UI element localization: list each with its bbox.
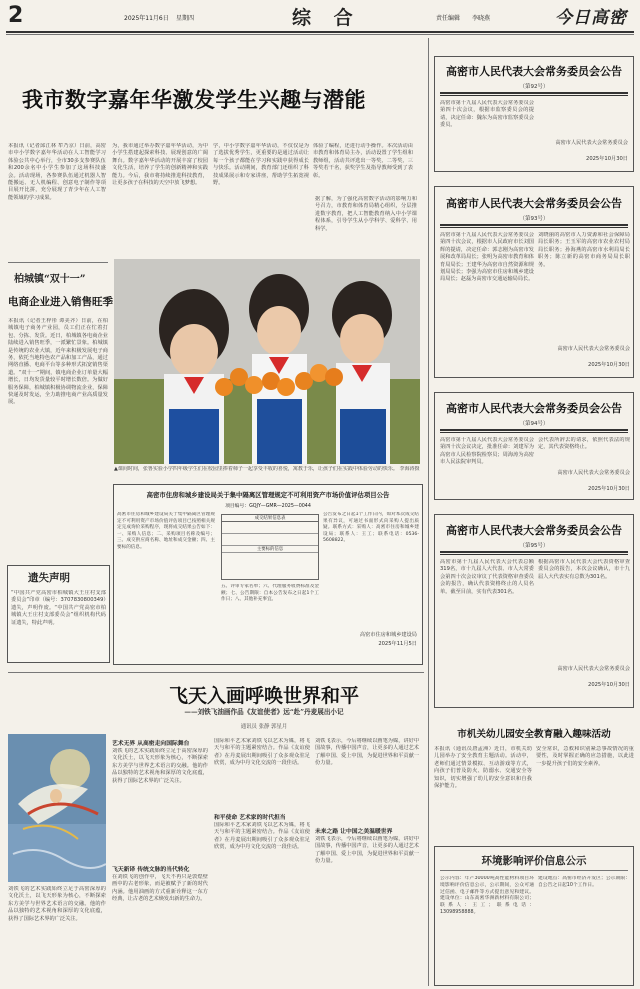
gazette-94-title: 高密市人民代表大会常务委员会公告 (446, 402, 622, 415)
gazette-93-sign-1: 高密市人民代表大会常务委员会 (557, 346, 630, 352)
gazette-92-number: （第92号） (519, 84, 549, 90)
feature-intro: 刘铁飞的艺术实践始终立足于高密深厚的文化沃土，以飞天形象为核心，不断探索东方美学与世界艺术语言的交融。他的作品以独特的艺术视角和深厚的文化底蕴，获得了国际艺术界的广泛关注。 (8, 886, 106, 922)
issue-date: 2025年11月6日 (124, 15, 169, 22)
feature-subhead: ——刘铁飞油画作品《友谊使者》远“赴”丹麦展出小记 (184, 708, 344, 716)
eia-notice-title: 环境影响评价信息公示 (481, 855, 587, 867)
gazette-94-body-b: 会代表所辞去的请求，依照代表法的规定，其代表资格终止。 (538, 437, 630, 451)
masthead (6, 3, 634, 31)
gazette-95-title: 高密市人民代表大会常务委员会公告 (446, 524, 622, 537)
housing-notice-mid: 五、评审专家名单；六、代理服务收费标准及金额；七、公告期限：自本公告发布之日起1个工作日；八、其他补充事宜。 (221, 584, 319, 603)
housing-notice-number: 项目编号：GQJY—GMR—2025—0044 (225, 504, 311, 509)
gazette-93-title: 高密市人民代表大会常务委员会公告 (446, 197, 622, 210)
lost-notice-body: “中国共产党高密市柏城镇大王庄村支部委员会”印章（编号：3707830800349）遗失，声明作废。“中国共产党高密市柏城镇大王庄村支部委员会”组织机构代码证遗失，特此声明。 (11, 590, 106, 626)
kindergarten-headline: 市机关幼儿园安全教育融入趣味活动 (457, 729, 611, 740)
feature-painting (8, 734, 106, 882)
gazette-93-body-b: 刘晓丽的高密市人力资源和社会保障局局长职务；王玉军的高密市农业农村局局长职务；孙海燕的高密市水利局局长职务；陈立新的高密市商务局局长职务。 (538, 232, 630, 268)
gazette-92-sign-2: 2025年10月30日 (586, 156, 628, 162)
housing-notice-sign-1: 高密市住房和城乡建设局 (359, 632, 417, 638)
gazette-94-number: （第94号） (519, 421, 549, 427)
lead-col-3: 学，中小学数字嘉年华活动，不仅仅是为了选拔优秀学生，更重要的是通过活动让每一个孩子都能在学习和实践中获得成长与快乐。活动期间，教育部门还组织了科技成果展示和专家讲座，帮助学生拓宽视野。 (213, 143, 309, 187)
gazette-95-number: （第95号） (519, 543, 549, 549)
editor-name: 李晓燕 (472, 15, 491, 22)
table-caption: 成交结果信息表 (222, 515, 318, 522)
gazette-95-body: 高密市第十九届人民代表大会代表总额319名，市十九届人大代表、市人大常委会第四十次会议审议了代表资格审查委员会的报告，确认代表资格终止的人员名单。截至目前，实有代表301名。 (440, 559, 534, 595)
feature-text-4a: 刘铁飞表示，今后将继续以画笔为媒，讲好中国故事，传播中国声音，让更多的人通过艺术了解中国、爱上中国，为促进世界和平贡献一份力量。 (315, 738, 419, 767)
section-title: 综 合 (292, 7, 361, 29)
housing-notice-table (221, 514, 319, 580)
lost-notice-title: 遗失声明 (28, 572, 70, 584)
gazette-95-sign-2: 2025年10月30日 (588, 682, 630, 688)
kindergarten-body: 本报讯（通讯员唐孟洲）近日，市机关幼儿园举办了安全教育主题活动。活动中，老师们通过情景模拟、互动游戏等方式，向孩子们普及防火、防溺水、交通安全等知识，切实增强了幼儿的安全意识和自我保护能力。 (434, 746, 532, 790)
table-note: 主要标的信息 (222, 546, 318, 553)
gazette-93-body: 高密市第十九届人民代表大会常务委员会第四十次会议，根据市人民政府市长刘国辉的提请，决定任命：郭志刚为高密市发展和改革局局长；张明为高密市教育和体育局局长；王建华为高密市自然资源和规划局局长；李强为高密市住房和城乡建设局局长；赵磊为高密市交通运输局局长。 (440, 232, 534, 283)
eia-notice-body: 公示内容：年产30000吨高性能材料项目环境影响评价信息公示，公示期间，公众可通过信函、电子邮件等方式提出意见和建议。建设单位：山东高密华洲新材料有限公司；联系人：王工；联系电话：13098958888。 (440, 876, 534, 915)
side-body: 本报讯（记者王梓彤 谭美齐）日前，在柏城镇电子商务产业园，员工们正在忙着打包、分拣、发货。近日，柏城镇各电商企业陆续进入销售旺季，一派繁忙景象。柏城镇是传统的农业大镇，近年来积极发展电子商务，依托当地特色农产品和加工产品，通过网络直播、电商平台等多种形式拓宽销售渠道。“双十一”期间，镇电商企业订单量大幅增长，日均发货量较平时增长数倍。为做好服务保障，柏城镇积极协调物流企业，保障快递及时发运，全力助推电商产业高质量发展。 (8, 318, 108, 406)
feature-subhead-2: 飞天新译 传统文脉的当代转化 (112, 867, 190, 873)
gazette-94-sign-1: 高密市人民代表大会常务委员会 (557, 470, 630, 476)
lead-photo (114, 259, 420, 464)
gazette-93-number: （第93号） (519, 216, 549, 222)
feature-text-4: 刘铁飞表示，今后将继续以画笔为媒，讲好中国故事，传播中国声音，让更多的人通过艺术了解中国、爱上中国，为促进世界和平贡献一份力量。 (315, 836, 419, 865)
feature-text-2: 在刘铁飞的创作中，飞天不再只是敦煌壁画中的古老形象，而是被赋予了新的时代内涵。他用油画的方式重新诠释这一东方经典，让古老的艺术焕发出新的生命力。 (112, 874, 208, 903)
gazette-94-body: 高密市第十九届人民代表大会常务委员会第四十次会议决定，批准任命：刘建军为高密市人民检察院检察员；周海涛为高密市人民法院审判员。 (440, 437, 534, 466)
lead-col-2: 为，我市通过举办数字嘉年华活动，为中小学生搭建起探索科技、展现创意的广阔舞台。数字嘉年华活动的开展丰富了校园文化生活，培养了学生的创新精神和实践能力。今后，我市将持续推进科技教育，让更多孩子在科技的天空中放飞梦想。 (112, 143, 208, 187)
feature-text-1: 刘铁飞的艺术实践始终立足于高密深厚的文化沃土，以飞天形象为核心，不断探索东方美学与世界艺术语言的交融。他的作品以独特的艺术视角和深厚的文化底蕴，获得了国际艺术界的广泛关注。 (112, 748, 208, 784)
lead-col-1: 本报讯（记者邱江林 牟乃京）日前，高密市中小学数字嘉年华活动在人工智能学习体验公共中心举行，全市30多支参赛队伍和200余名中小学生参加了这场科技盛会。活动现场，各参赛队伍通过机器人智能搬运、无人机编程、创意电子制作等项目展开比拼，充分展现了青少年在人工智能领域的学习成果。 (8, 143, 106, 201)
eia-notice-right: 建设地点：高密市经济开发区；公示期限：自公告之日起10个工作日。 (538, 876, 630, 888)
gazette-95-body-b: 根据高密市人民代表大会代表资格审查委员会的报告，本次会议确认，市十九届人大代表实有总数为301名。 (538, 559, 630, 580)
side-kicker: 柏城镇“双十一” (14, 274, 86, 285)
photo-caption: ▲课间时间，张鲁实验小学四年级学生们在校园里捧着柿子一起享受丰收的喜悦，寓教于乐，让孩子们在实践中体验劳动的快乐。 李海涛摄 (114, 466, 420, 472)
kindergarten-body-b: 安全常识，急救和识别紧急事故情况的重要性，及时掌握正确的应急措施，以此进一步提升孩子们的安全素养。 (536, 746, 634, 767)
brand-logo: 今日高密 (555, 8, 627, 28)
feature-subhead-3: 和平使命 艺术家的时代担当 (214, 815, 286, 821)
lead-col-5: 据了解，为了强化高密数字活动的影响力和号召力，市教育和体育局精心组织，分层推进数字教育，把人工智能教育纳入中小学课程体系，引导学生从小学科学、爱科学、用科学。 (315, 196, 417, 232)
feature-subhead-1: 艺术无界 从高密走向国际舞台 (112, 741, 190, 747)
gazette-92-sign-1: 高密市人民代表大会常务委员会 (555, 140, 628, 146)
feature-text-3: 国际和平艺术家刘铁飞以艺术为媒，将飞天与和平的主题紧密结合。作品《友谊使者》在丹麦展出期间吸引了众多观众驻足欣赏，成为中丹文化交流的一段佳话。 (214, 738, 310, 767)
housing-notice-title: 高密市住房和城乡建设局关于集中隔离区管理规定不可利用资产市场价值评估项目公告 (146, 491, 390, 499)
feature-byline: 通讯员 张静 郭星月 (240, 724, 288, 730)
housing-notice-sign-2: 2025年11月5日 (378, 641, 417, 647)
feature-subhead-4: 未来之路 让中国之美温暖世界 (315, 829, 393, 835)
gazette-93-sign-2: 2025年10月30日 (588, 362, 630, 368)
page-number: 2 (8, 3, 24, 28)
feature-headline: 飞天入画呼唤世界和平 (168, 685, 359, 707)
housing-notice-right: 公告发布之日起1个工作日内，如对本次成交结果有异议，可通过书面形式向采购人提出质疑。联系方式：采购人：高密市住房和城乡建设局；联系人：王工；联系电话：0536-5608822。 (323, 512, 419, 544)
weekday: 星期四 (176, 15, 195, 22)
housing-notice-body: 高密市住房和城乡建设局关于集中隔离区管理规定不可利用资产市场价值评估项目已按照相关规定完成询价采购程序，现将成交结果公告如下：一、采购人信息；二、采购项目名称及编号；三、成交供应商名称、地址和成交金额；四、主要标的信息。 (117, 512, 215, 550)
lead-col-4: 体验了编程，还进行动手操作。本次活动由市教育和体育局主办，活动设置了学生组和教师组，活动共评选出一等奖、二等奖、三等奖若干名，获奖学生及指导教师受到了表彰。 (313, 143, 413, 179)
lead-headline: 我市数字嘉年华激发学生兴趣与潜能 (22, 87, 366, 112)
flying-apsara-painting (8, 734, 106, 882)
gazette-95-sign-1: 高密市人民代表大会常务委员会 (557, 666, 630, 672)
gazette-94-sign-2: 2025年10月30日 (588, 486, 630, 492)
gazette-92-body: 高密市第十九届人民代表大会常务委员会第四十次会议，根据市监察委员会的提请，决定任命：魏东为高密市监察委员会委员。 (440, 100, 534, 129)
editor-label: 责任编辑 (436, 15, 461, 22)
children-with-persimmons-illustration (114, 259, 420, 464)
side-headline: 电商企业进入销售旺季 (8, 296, 113, 308)
gazette-92-title: 高密市人民代表大会常务委员会公告 (446, 65, 622, 78)
feature-text-3b: 国际和平艺术家刘铁飞以艺术为媒，将飞天与和平的主题紧密结合。作品《友谊使者》在丹麦展出期间吸引了众多观众驻足欣赏，成为中丹文化交流的一段佳话。 (214, 822, 310, 851)
